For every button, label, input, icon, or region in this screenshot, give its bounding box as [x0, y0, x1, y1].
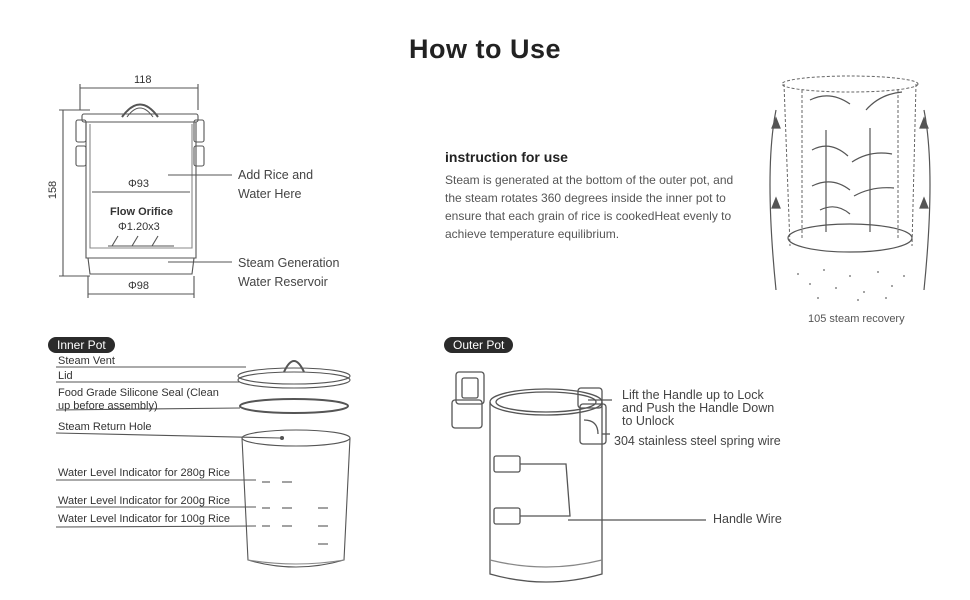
dim-inner-diameter: Φ93	[128, 178, 150, 190]
label-steam-vent: Steam Vent	[58, 355, 115, 367]
instruction-heading: instruction for use	[445, 149, 568, 165]
label-add-rice: Add Rice and Water Here	[238, 168, 314, 201]
dim-bottom-diameter: Φ98	[128, 280, 150, 292]
instruction-body: Steam is generated at the bottom of the outer pot, and the steam rotates 360 degrees inside the inner pot to ensure that each grain of rice is cookedHeat evenly to achieve temperature equilibrium.	[445, 173, 734, 241]
inner-pot-badge: Inner Pot	[48, 337, 115, 353]
label-silicone-seal: Food Grade Silicone Seal (Clean up before assembly)	[58, 387, 219, 412]
flow-orifice-title: Flow Orifice	[110, 206, 173, 218]
label-level-280: Water Level Indicator for 280g Rice	[58, 467, 231, 479]
page-title: How to Use	[408, 34, 561, 64]
flow-orifice-spec: Φ1.20x3	[118, 221, 160, 233]
steam-caption: 105 steam recovery	[808, 313, 905, 325]
label-steam-reservoir: Steam Generation Water Reservoir	[238, 256, 340, 289]
label-handle-wire: Handle Wire	[713, 512, 782, 526]
outer-pot-badge: Outer Pot	[444, 337, 513, 353]
dim-height: 158	[47, 180, 60, 200]
label-lid: Lid	[58, 370, 73, 382]
label-level-100: Water Level Indicator for 100g Rice	[58, 513, 231, 525]
label-level-200: Water Level Indicator for 200g Rice	[58, 495, 231, 507]
label-spring-wire: 304 stainless steel spring wire	[614, 434, 781, 448]
dim-width: 118	[134, 74, 152, 86]
label-steam-return-hole: Steam Return Hole	[58, 421, 152, 433]
label-lift-handle: Lift the Handle up to Lock and Push the Handle Down to Unlock	[622, 388, 775, 428]
